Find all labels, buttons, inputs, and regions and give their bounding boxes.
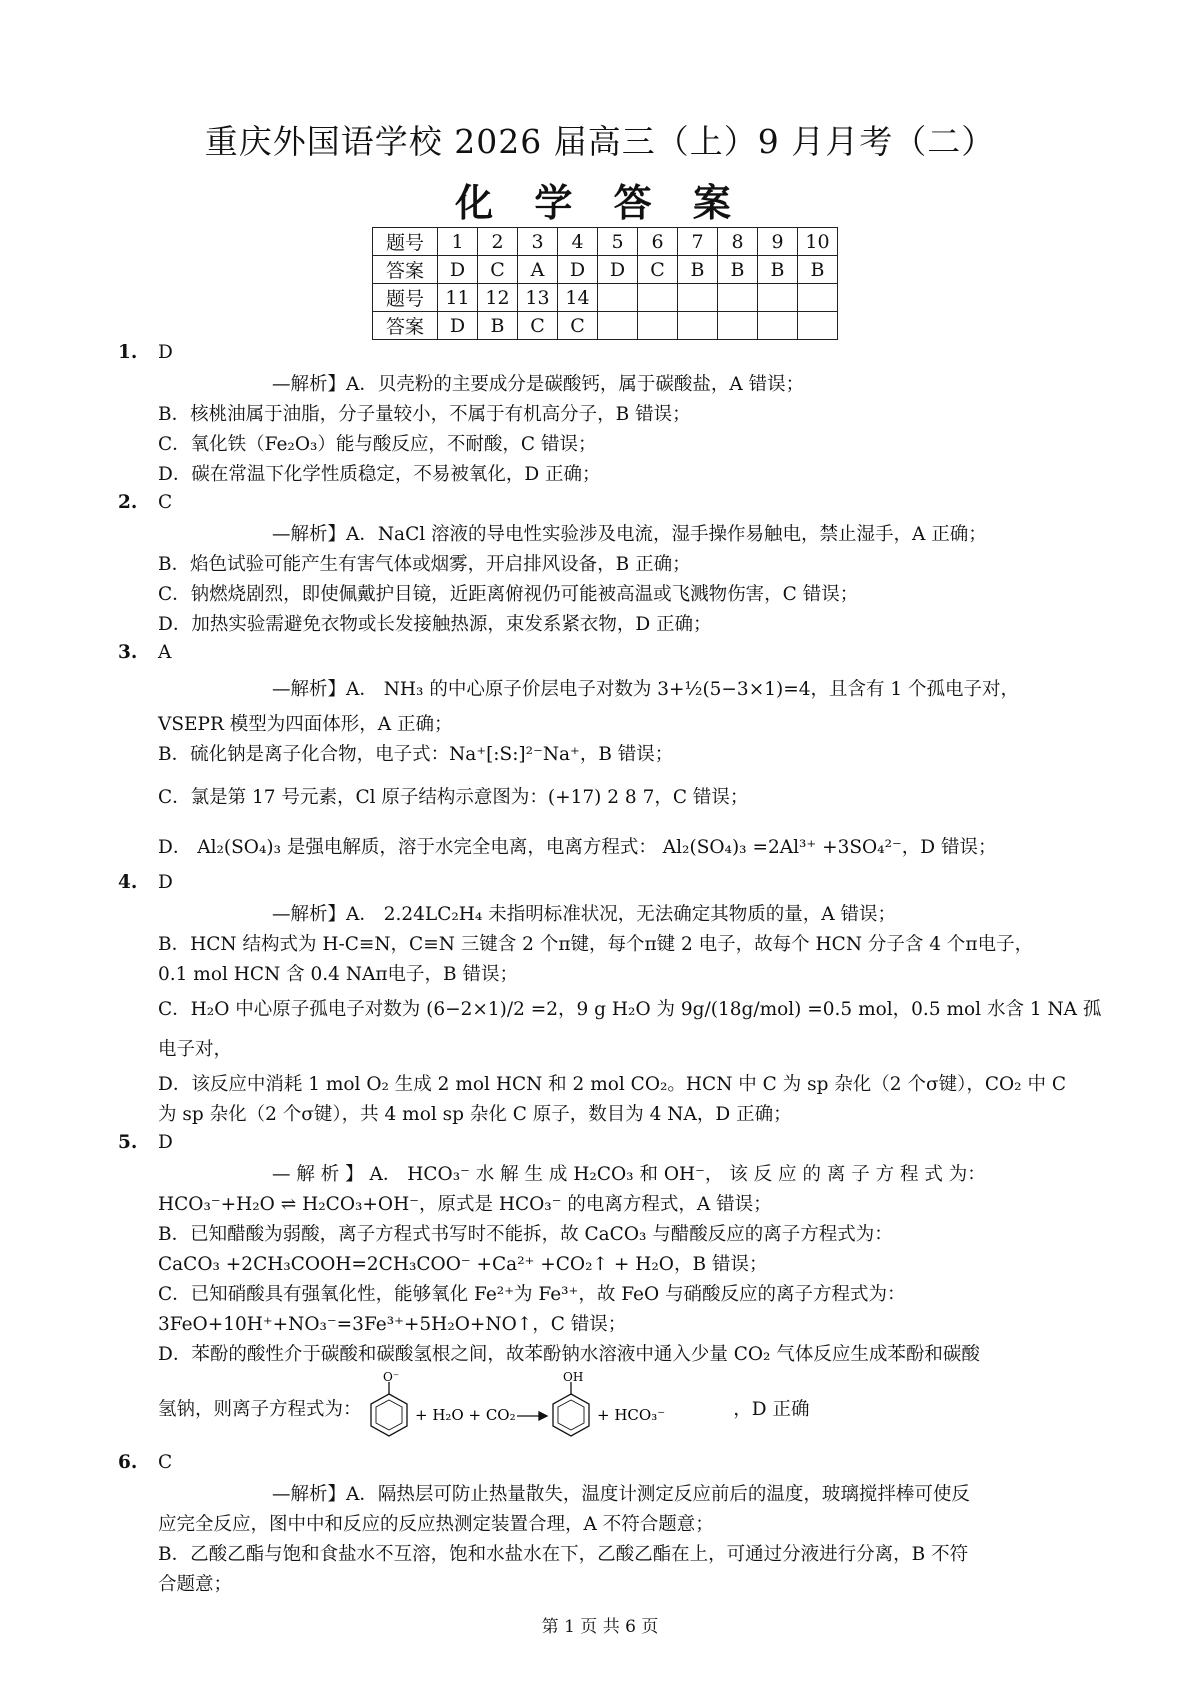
table-cell: 2 xyxy=(478,228,518,256)
question-5 xyxy=(118,1130,1102,1450)
solution-line: 应完全反应，图中中和反应的反应热测定装置合理，A 不符合题意； xyxy=(158,1514,714,1535)
row-label: 答案 xyxy=(373,312,438,340)
phenoxide-label: O⁻ xyxy=(383,1372,400,1384)
question-4 xyxy=(118,870,1102,1130)
table-cell xyxy=(598,284,638,312)
solution-line: —解析】A． 2.24LC₂H₄ 未指明标准状况，无法确定其物质的量，A 错误； xyxy=(272,904,896,925)
table-row xyxy=(373,256,838,284)
table-row xyxy=(373,284,838,312)
table-cell xyxy=(798,284,838,312)
solution-line: B．乙酸乙酯与饱和食盐水不互溶，饱和水盐水在下，乙酸乙酯在上，可通过分液进行分离，B 不符 xyxy=(158,1544,969,1565)
table-cell: D xyxy=(438,312,478,340)
answer-table xyxy=(372,227,838,340)
table-cell xyxy=(718,284,758,312)
table-cell: D xyxy=(598,256,638,284)
solution-line: C．已知硝酸具有强氧化性，能够氧化 Fe²⁺为 Fe³⁺，故 FeO 与硝酸反应的离子方程式为： xyxy=(158,1284,906,1305)
phenol-ring xyxy=(553,1382,589,1436)
solution-line: 3FeO+10H⁺+NO₃⁻=3Fe³⁺+5H₂O+NO↑，C 错误； xyxy=(158,1314,627,1335)
solution-line xyxy=(158,1370,1102,1450)
table-cell xyxy=(598,312,638,340)
table-cell: 4 xyxy=(558,228,598,256)
solution-line: C．H₂O 中心原子孤电子对数为 (6−2×1)/2 =2，9 g H₂O 为 9g/(18g/mol) =0.5 mol，0.5 mol 水含 1 NA 孤电子对， xyxy=(158,999,1102,1060)
table-row xyxy=(373,228,838,256)
products-text: + HCO₃⁻ xyxy=(597,1406,666,1424)
benzene-equation xyxy=(367,1372,727,1448)
table-cell xyxy=(638,284,678,312)
question-2 xyxy=(118,490,1102,640)
table-row xyxy=(373,312,838,340)
phenoxide-ring xyxy=(371,1382,407,1436)
table-cell xyxy=(758,312,798,340)
solution-line: — 解 析 】 A． HCO₃⁻ 水 解 生 成 H₂CO₃ 和 OH⁻， 该 反 应 的 离 子 方 程 式 为： xyxy=(272,1164,986,1185)
solution-line: C．钠燃烧剧烈，即使佩戴护目镜，近距离俯视仍可能被高温或飞溅物伤害，C 错误； xyxy=(158,584,859,605)
solution-line: B．已知醋酸为弱酸，离子方程式书写时不能拆，故 CaCO₃ 与醋酸反应的离子方程式为： xyxy=(158,1224,893,1245)
solution-line: B．HCN 结构式为 H-C≡N，C≡N 三键含 2 个π键，每个π键 2 电子，故每个 HCN 分子含 4 个π电子， xyxy=(158,934,1034,955)
table-cell: B xyxy=(678,256,718,284)
question-answer: A xyxy=(158,642,172,663)
table-cell: 6 xyxy=(638,228,678,256)
table-cell: A xyxy=(518,256,558,284)
row-label: 题号 xyxy=(373,228,438,256)
solution-line: —解析】A．NaCl 溶液的导电性实验涉及电流，湿手操作易触电，禁止湿手，A 正确； xyxy=(272,524,987,545)
table-cell: B xyxy=(478,312,518,340)
phenol-label: OH xyxy=(563,1372,584,1384)
solution-line: B．焰色试验可能产生有害气体或烟雾，开启排风设备，B 正确； xyxy=(158,554,691,575)
table-cell: 13 xyxy=(518,284,558,312)
table-cell xyxy=(638,312,678,340)
solution-line: D．该反应中消耗 1 mol O₂ 生成 2 mol HCN 和 2 mol CO₂。HCN 中 C 为 sp 杂化（2 个σ键），CO₂ 中 C xyxy=(158,1074,1066,1095)
solution-text: ，D 正确 xyxy=(733,1399,810,1420)
solution-line: C．氯是第 17 号元素，Cl 原子结构示意图为：(+17) 2 8 7，C 错误； xyxy=(158,787,749,808)
row-label: 答案 xyxy=(373,256,438,284)
row-label: 题号 xyxy=(373,284,438,312)
solution-line: —解析】A．隔热层可防止热量散失，温度计测定反应前后的温度，玻璃搅拌棒可使反 xyxy=(272,1484,970,1505)
solution-line: C．氧化铁（Fe₂O₃）能与酸反应，不耐酸，C 错误； xyxy=(158,434,597,455)
solution-line: D．加热实验需避免衣物或长发接触热源，束发系紧衣物，D 正确； xyxy=(158,614,712,635)
solution-line: —解析】A． NH₃ 的中心原子价层电子对数为 3+½(5−3×1)=4，且含有 1 个孤电子对， xyxy=(272,679,1019,700)
table-cell: C xyxy=(478,256,518,284)
question-3 xyxy=(118,640,1102,870)
solution-line: 为 sp 杂化（2 个σ键），共 4 mol sp 杂化 C 原子，数目为 4 NA，D 正确； xyxy=(158,1104,792,1125)
solution-line: D．碳在常温下化学性质稳定，不易被氧化，D 正确； xyxy=(158,464,601,485)
question-6 xyxy=(118,1450,1102,1600)
solution-line: B．硫化钠是离子化合物，电子式：Na⁺[:S:]²⁻Na⁺，B 错误； xyxy=(158,744,674,765)
table-cell: B xyxy=(718,256,758,284)
reaction-arrow xyxy=(517,1412,547,1420)
reactants-text: + H₂O + CO₂ xyxy=(415,1406,517,1424)
question-number: 1. xyxy=(118,342,138,363)
question-answer: D xyxy=(158,342,173,363)
solution-line: D． Al₂(SO₄)₃ 是强电解质，溶于水完全电离，电离方程式： Al₂(SO₄)₃ =2Al³⁺ +3SO₄²⁻，D 错误； xyxy=(158,837,997,858)
table-cell xyxy=(798,312,838,340)
question-answer: C xyxy=(158,492,173,513)
table-cell xyxy=(758,284,798,312)
table-cell: 10 xyxy=(798,228,838,256)
table-cell: 12 xyxy=(478,284,518,312)
question-1 xyxy=(118,340,1102,490)
question-answer: D xyxy=(158,872,173,893)
table-cell: D xyxy=(558,256,598,284)
page-subtitle: 化 学 答 案 xyxy=(455,180,745,225)
table-cell: B xyxy=(758,256,798,284)
table-cell: 5 xyxy=(598,228,638,256)
question-number: 2. xyxy=(118,492,138,513)
solution-line: CaCO₃ +2CH₃COOH=2CH₃COO⁻ +Ca²⁺ +CO₂↑ + H₂O，B 错误； xyxy=(158,1254,768,1275)
table-cell: C xyxy=(558,312,598,340)
table-cell: 14 xyxy=(558,284,598,312)
solution-line: HCO₃⁻+H₂O ⇌ H₂CO₃+OH⁻，原式是 HCO₃⁻ 的电离方程式，A 错误； xyxy=(158,1194,772,1215)
solution-line: 合题意； xyxy=(158,1574,233,1595)
solutions xyxy=(118,340,1102,1600)
solution-line: —解析】A．贝壳粉的主要成分是碳酸钙，属于碳酸盐，A 错误； xyxy=(272,374,805,395)
table-cell: 9 xyxy=(758,228,798,256)
table-cell xyxy=(718,312,758,340)
question-number: 3. xyxy=(118,642,138,663)
page-footer: 第 1 页 共 6 页 xyxy=(541,1617,659,1637)
table-cell xyxy=(678,312,718,340)
table-cell xyxy=(678,284,718,312)
question-number: 4. xyxy=(118,872,138,893)
question-number: 5. xyxy=(118,1132,138,1153)
solution-line: 0.1 mol HCN 含 0.4 NAπ电子，B 错误； xyxy=(158,964,519,985)
table-cell: 8 xyxy=(718,228,758,256)
solution-line: VSEPR 模型为四面体形，A 正确； xyxy=(158,714,453,735)
table-cell: 3 xyxy=(518,228,558,256)
table-cell: 7 xyxy=(678,228,718,256)
question-number: 6. xyxy=(118,1452,138,1473)
table-cell: C xyxy=(518,312,558,340)
table-cell: 11 xyxy=(438,284,478,312)
question-answer: D xyxy=(158,1132,173,1153)
solution-line: B．核桃油属于油脂，分子量较小，不属于有机高分子，B 错误； xyxy=(158,404,691,425)
solution-line: D．苯酚的酸性介于碳酸和碳酸氢根之间，故苯酚钠水溶液中通入少量 CO₂ 气体反应生成苯酚和碳酸 xyxy=(158,1344,980,1365)
table-cell: D xyxy=(438,256,478,284)
question-answer: C xyxy=(158,1452,173,1473)
solution-text: 氢钠，则离子方程式为： xyxy=(158,1399,362,1420)
table-cell: C xyxy=(638,256,678,284)
table-cell: B xyxy=(798,256,838,284)
table-cell: 1 xyxy=(438,228,478,256)
page-title: 重庆外国语学校 2026 届高三（上）9 月月考（二） xyxy=(204,122,996,161)
